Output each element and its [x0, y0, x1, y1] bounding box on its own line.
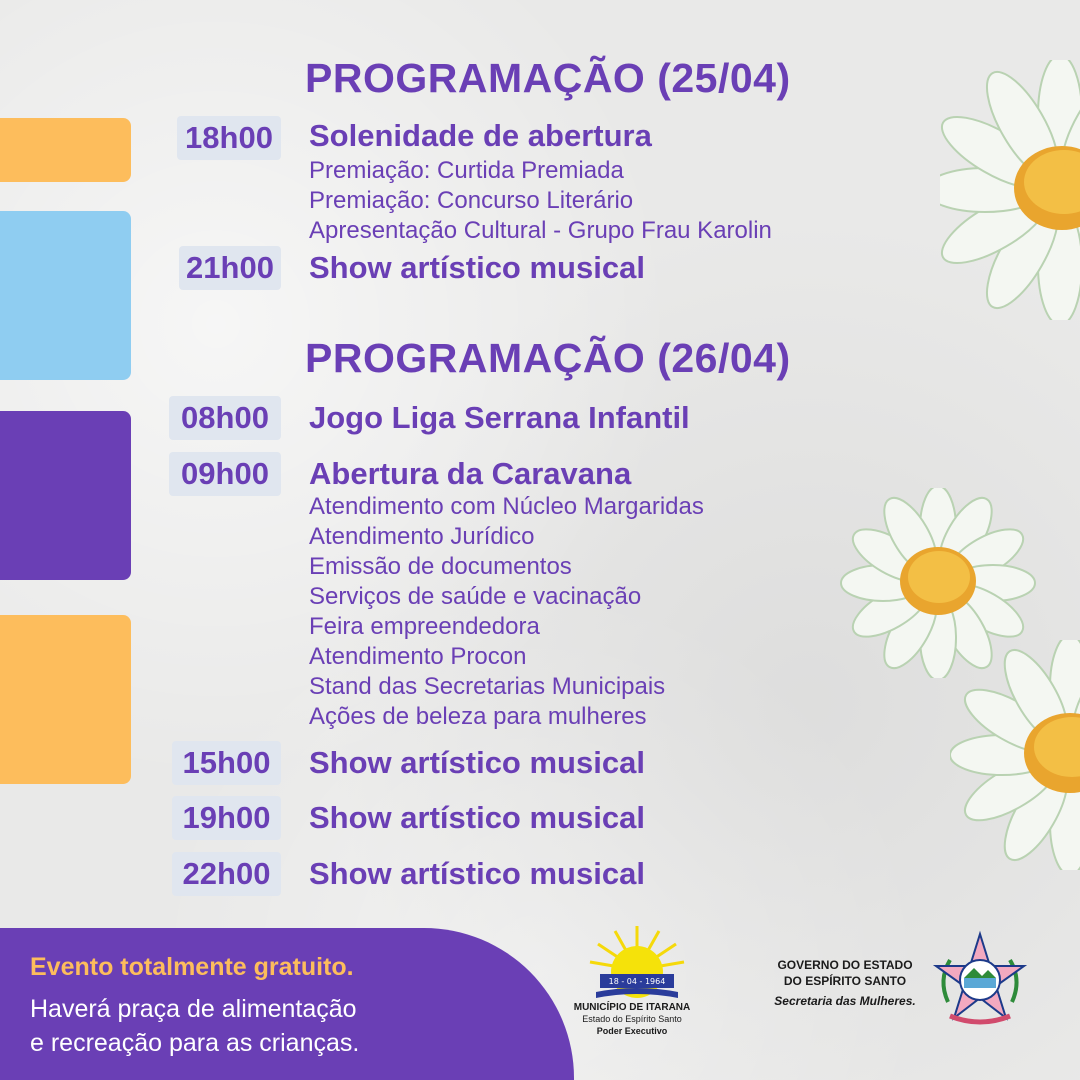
event-detail: Stand das Secretarias Municipais [309, 673, 666, 700]
decor-bar-purple [0, 411, 131, 580]
event-detail: Serviços de saúde e vacinação [309, 583, 642, 610]
event-title: Show artístico musical [309, 745, 645, 780]
event-detail: Atendimento Procon [309, 643, 527, 670]
decor-bar-orange-bottom [0, 615, 131, 784]
time-badge: 22h00 [172, 852, 281, 896]
event-detail: Premiação: Curtida Premiada [309, 157, 624, 184]
decor-bar-blue [0, 211, 131, 380]
event-detail: Emissão de documentos [309, 553, 572, 580]
itarana-date: 18 - 04 - 1964 [608, 977, 666, 986]
day1-title: PROGRAMAÇÃO (25/04) [305, 55, 791, 101]
time-badge: 21h00 [179, 246, 281, 290]
event-title: Show artístico musical [309, 800, 645, 835]
espirito-santo-coat-of-arms-icon [928, 930, 1032, 1034]
free-event-highlight: Evento totalmente gratuito. [30, 953, 354, 981]
event-title: Abertura da Caravana [309, 456, 632, 491]
itarana-power: Poder Executivo [596, 1026, 668, 1036]
time-badge: 15h00 [172, 741, 281, 785]
time-badge: 18h00 [177, 116, 281, 160]
event-detail: Atendimento Jurídico [309, 523, 535, 550]
event-detail: Atendimento com Núcleo Margaridas [309, 493, 704, 520]
time-badge: 08h00 [169, 396, 281, 440]
event-title: Show artístico musical [309, 250, 645, 285]
event-detail: Feira empreendedora [309, 613, 540, 640]
itarana-name: MUNICÍPIO DE ITARANA [573, 1002, 691, 1013]
event-detail: Ações de beleza para mulheres [309, 703, 647, 730]
event-title: Show artístico musical [309, 856, 645, 891]
footer-line-1: Haverá praça de alimentação [30, 995, 357, 1023]
itarana-sun-logo-icon [582, 922, 692, 1004]
daisy-flower-icon [940, 60, 1080, 320]
government-line-2: DO ESPÍRITO SANTO [783, 974, 907, 988]
time-badge: 19h00 [172, 796, 281, 840]
decor-bar-orange-top [0, 118, 131, 182]
footer-line-2: e recreação para as crianças. [30, 1029, 360, 1057]
daisy-flower-icon [950, 640, 1080, 870]
time-badge: 09h00 [169, 452, 281, 496]
day2-title: PROGRAMAÇÃO (26/04) [305, 335, 791, 381]
government-line-1: GOVERNO DO ESTADO [777, 958, 913, 972]
itarana-state: Estado do Espírito Santo [582, 1014, 682, 1024]
event-detail: Apresentação Cultural - Grupo Frau Karolin [309, 217, 772, 244]
event-detail: Premiação: Concurso Literário [309, 187, 634, 214]
event-title: Solenidade de abertura [309, 118, 652, 153]
government-department: Secretaria das Mulheres. [774, 994, 916, 1008]
event-title: Jogo Liga Serrana Infantil [309, 400, 690, 435]
